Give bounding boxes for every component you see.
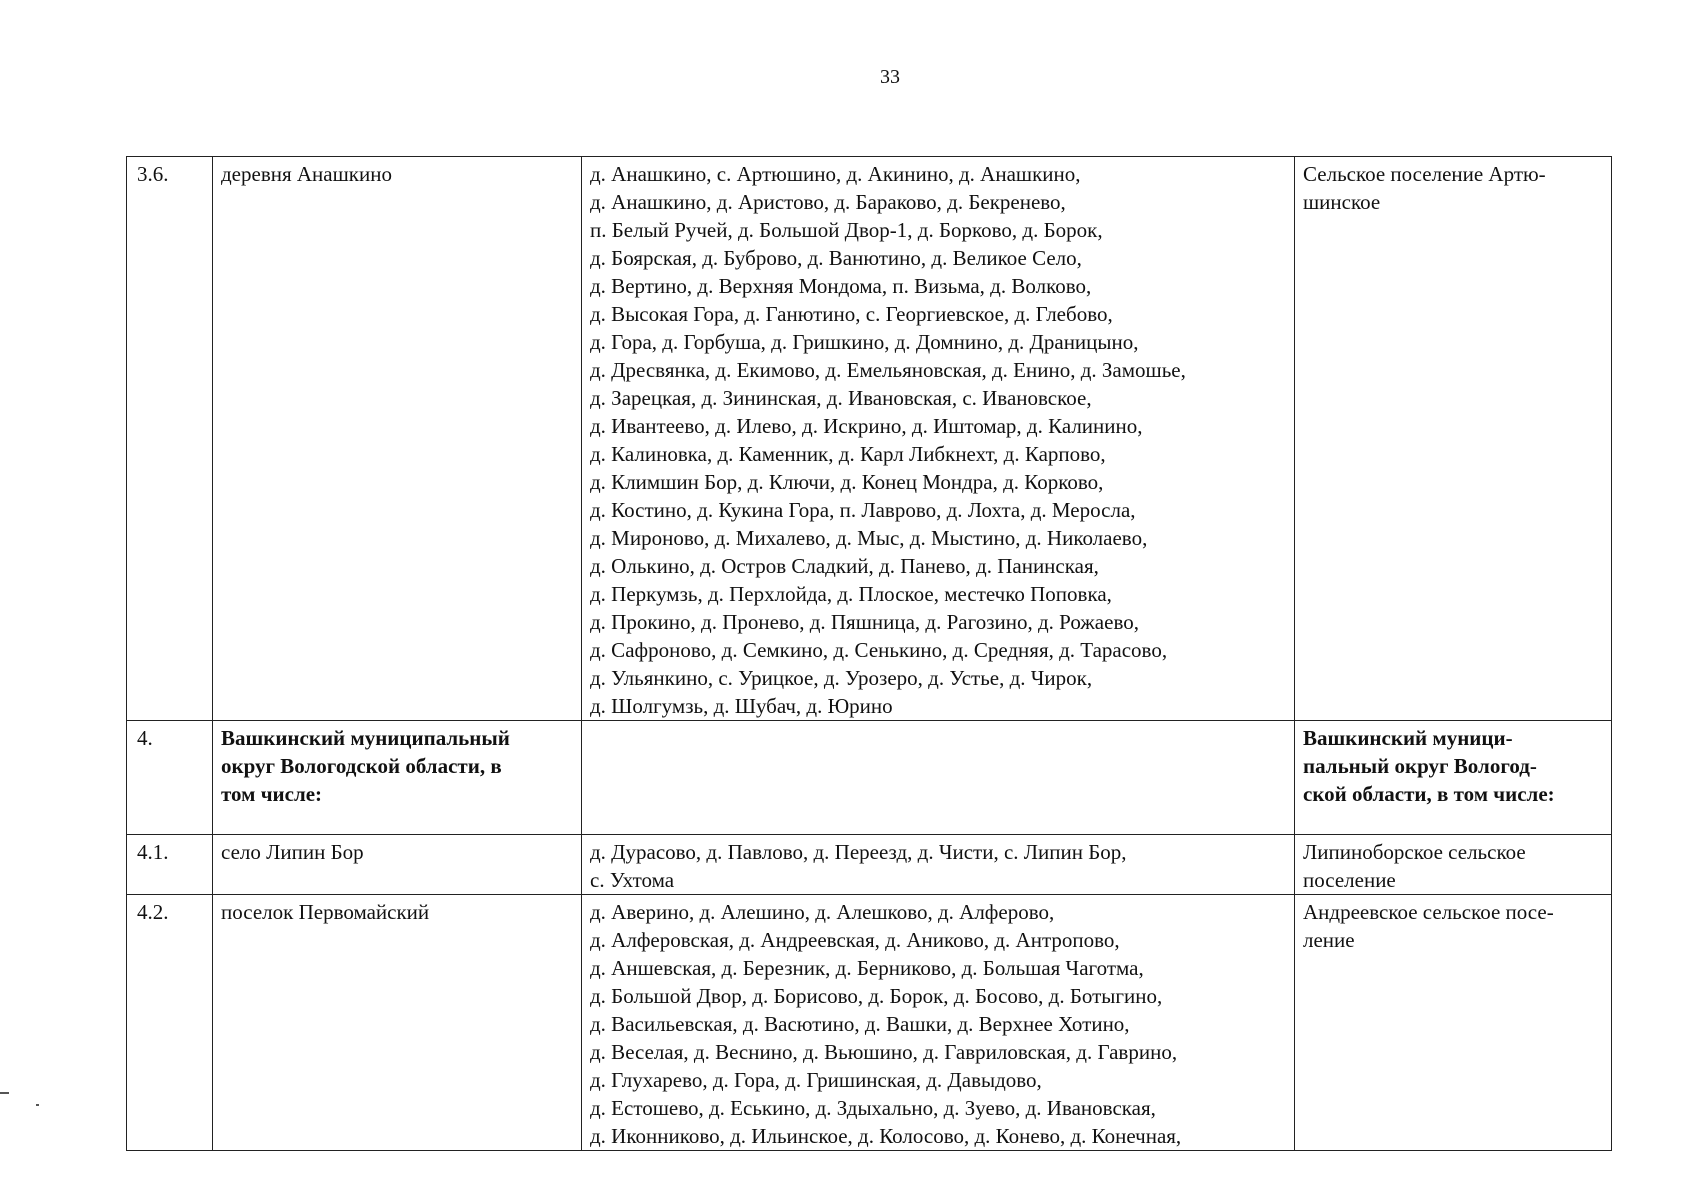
settlement-name: Сельское поселение Артю- шинское — [1295, 157, 1612, 721]
settlement-name: Липиноборское сельское поселение — [1295, 835, 1612, 895]
center-name: поселок Первомайский — [213, 895, 582, 1151]
scan-mark — [0, 1092, 9, 1094]
center-name: село Липин Бор — [213, 835, 582, 895]
table-row — [127, 835, 1612, 895]
localities-list — [582, 721, 1295, 835]
row-number: 4. — [127, 721, 213, 835]
center-name: деревня Анашкино — [213, 157, 582, 721]
localities-list: д. Анашкино, с. Артюшино, д. Акинино, д. Анашкино, д. Анашкино, д. Аристово, д. Бараково, д. Бекренево, п. Белый Ручей, д. Большой Двор-1, д. Борково, д. Борок, д. Боярская, д. Буброво, д. Ванютино, д. Великое Село, д. Вертино, д. Верхняя Мондома, п. Визьма, д. Волково, д. Высокая Гора, д. Ганютино, с. Георгиевское, д. Глебово, д. Гора, д. Горбуша, д. Гришкино, д. Домнино, д. Драницыно, д. Дресвянка, д. Екимово, д. Емельяновская, д. Енино, д. Замошье, д. Зарецкая, д. Зининская, д. Ивановская, с. Ивановское, д. Ивантеево, д. Илево, д. Искрино, д. Иштомар, д. Калинино, д. Калиновка, д. Каменник, д. Карл Либкнехт, д. Карпово, д. Климшин Бор, д. Ключи, д. Конец Мондра, д. Корково, д. Костино, д. Кукина Гора, п. Лаврово, д. Лохта, д. Меросла, д. Мироново, д. Михалево, д. Мыс, д. Мыстино, д. Николаево, д. Олькино, д. Остров Сладкий, д. Панево, д. Панинская, д. Перкумзь, д. Перхлойда, д. Плоское, местечко Поповка, д. Прокино, д. Пронево, д. Пяшница, д. Рагозино, д. Рожаево, д. Сафроново, д. Семкино, д. Сенькино, д. Средняя, д. Тарасово, д. Ульянкино, с. Урицкое, д. Урозеро, д. Устье, д. Чирок, д. Шолгумзь, д. Шубач, д. Юрино — [582, 157, 1295, 721]
localities-list: д. Дурасово, д. Павлово, д. Переезд, д. Чисти, с. Липин Бор, с. Ухтома — [582, 835, 1295, 895]
scan-mark — [36, 1104, 39, 1106]
table-row — [127, 895, 1612, 1151]
table-row — [127, 157, 1612, 721]
page-number: 33 — [880, 66, 900, 88]
settlements-table — [126, 156, 1612, 1151]
settlement-name: Андреевское сельское посе- ление — [1295, 895, 1612, 1151]
row-number: 3.6. — [127, 157, 213, 721]
row-number: 4.2. — [127, 895, 213, 1151]
row-number: 4.1. — [127, 835, 213, 895]
center-name: Вашкинский муниципальный округ Вологодской области, в том числе: — [213, 721, 582, 835]
settlement-name: Вашкинский муници- пальный округ Вологод- ской области, в том числе: — [1295, 721, 1612, 835]
localities-list: д. Аверино, д. Алешино, д. Алешково, д. Алферово, д. Алферовская, д. Андреевская, д. Аниково, д. Антропово, д. Аншевская, д. Березник, д. Берниково, д. Большая Чаготма, д. Большой Двор, д. Борисово, д. Борок, д. Босово, д. Ботыгино, д. Васильевская, д. Васютино, д. Вашки, д. Верхнее Хотино, д. Веселая, д. Веснино, д. Вьюшино, д. Гавриловская, д. Гаврино, д. Глухарево, д. Гора, д. Гришинская, д. Давыдово, д. Естошево, д. Еськино, д. Здыхально, д. Зуево, д. Ивановская, д. Иконниково, д. Ильинское, д. Колосово, д. Конево, д. Конечная, — [582, 895, 1295, 1151]
table-row — [127, 721, 1612, 835]
